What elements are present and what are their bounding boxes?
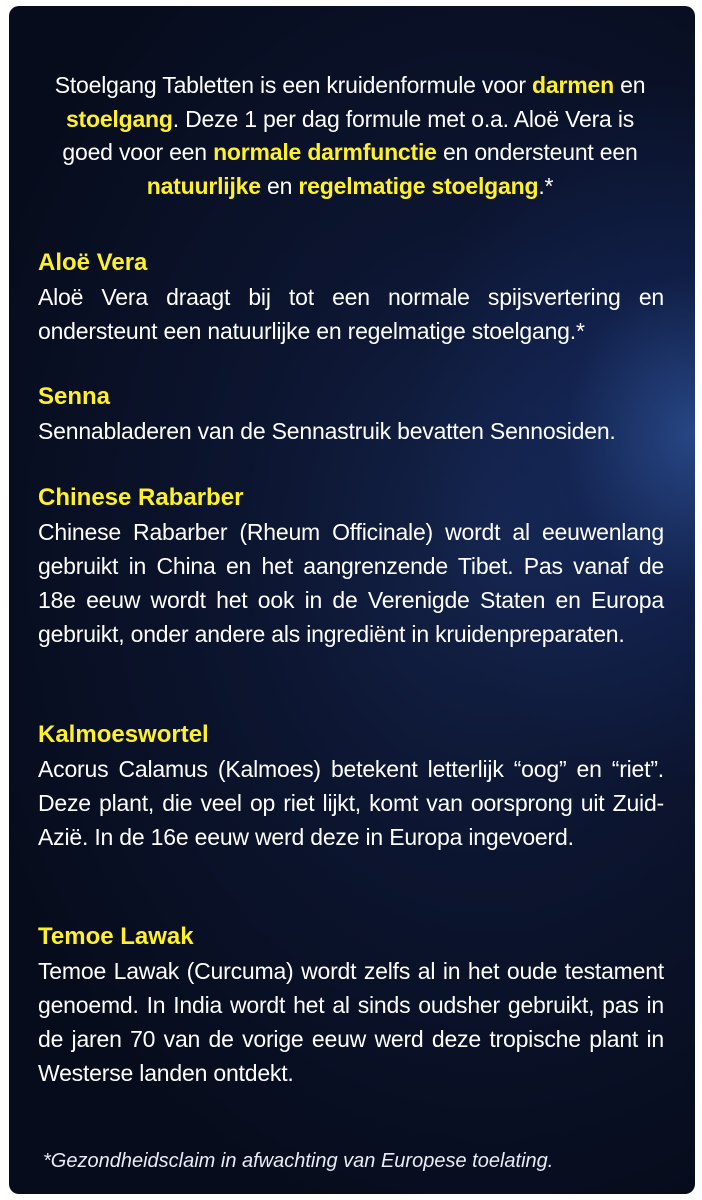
intro-highlight: natuurlijke — [146, 172, 261, 199]
intro-text-part: Stoelgang Tabletten is een kruidenformule voor — [54, 72, 533, 98]
section-body: Temoe Lawak (Curcuma) wordt zelfs al in het oude testament genoemd. In India wordt het al sinds oudsher gebruikt, pas in de jaren 70 van de vorige eeuw werd deze tropische plant in Westerse landen ontdekt. — [38, 958, 664, 1086]
section-title: Temoe Lawak — [38, 923, 194, 950]
section-title: Aloë Vera — [38, 249, 148, 276]
section-aloe-vera — [38, 246, 664, 348]
intro-text-part: en ondersteunt een — [436, 139, 638, 165]
section-body: Aloë Vera draagt bij tot een normale spijsvertering en ondersteunt een natuurlijke en regelmatige stoelgang.* — [38, 284, 664, 344]
section-title: Senna — [38, 383, 111, 410]
section-title: Kalmoeswortel — [38, 721, 209, 748]
intro-text-part: en — [260, 172, 299, 199]
info-panel — [9, 6, 695, 1194]
intro-highlight: stoelgang — [65, 105, 173, 132]
section-chinese-rabarber — [38, 481, 664, 651]
intro-text-part: en — [613, 72, 646, 98]
section-temoe-lawak — [38, 920, 664, 1090]
intro-text-part: . Deze 1 per dag formule met o.a. Aloë Vera is goed voor een — [62, 105, 635, 165]
section-body: Acorus Calamus (Kalmoes) betekent letterlijk “oog” en “riet”. Deze plant, die veel op riet lijkt, komt van oorsprong uit Zuid-Azië. In de 16e eeuw werd deze in Europa ingevoerd. — [38, 756, 664, 850]
section-title: Chinese Rabarber — [38, 484, 244, 511]
section-kalmoeswortel — [38, 718, 664, 854]
health-claim-footnote: *Gezondheidsclaim in afwachting van Europese toelating. — [43, 1150, 554, 1172]
intro-highlight: normale darmfunctie — [213, 139, 437, 165]
section-body: Sennabladeren van de Sennastruik bevatten Sennosiden. — [38, 418, 616, 444]
intro-text — [49, 69, 651, 203]
section-body: Chinese Rabarber (Rheum Officinale) wordt al eeuwenlang gebruikt in China en het aangrenzende Tibet. Pas vanaf de 18e eeuw wordt het ook in de Verenigde Staten en Europa gebruikt, onder andere als ingrediënt in kruidenpreparaten. — [38, 519, 664, 647]
intro-text-part: .* — [538, 172, 554, 199]
intro-highlight: regelmatige stoelgang — [298, 172, 539, 199]
section-senna — [38, 380, 664, 448]
intro-highlight: darmen — [532, 72, 614, 98]
